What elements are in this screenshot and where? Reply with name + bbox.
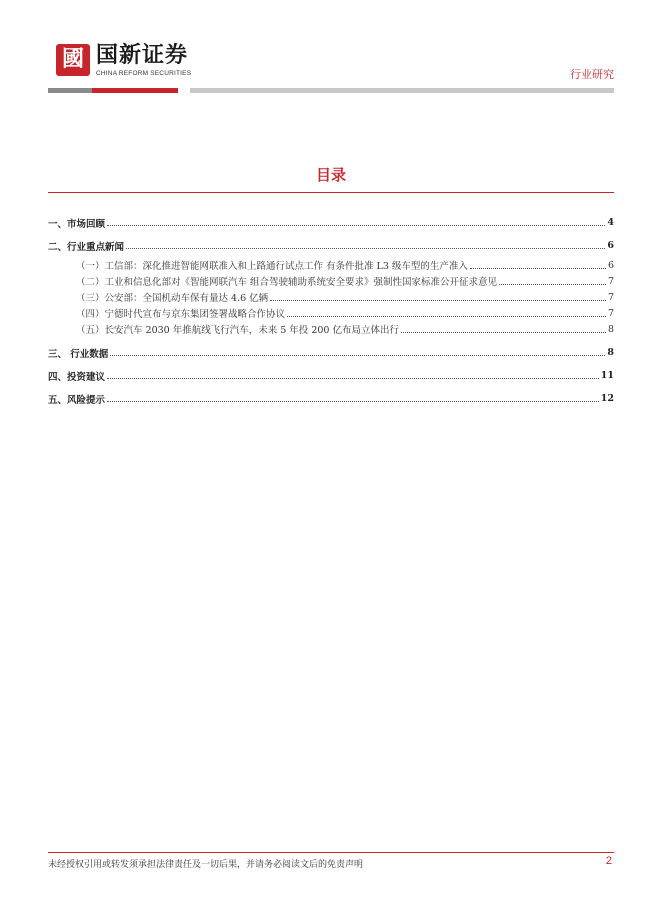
toc-leader-dots — [126, 248, 605, 249]
toc-entry-investment-advice[interactable] — [48, 364, 614, 387]
toc-entry-page: 7 — [607, 275, 614, 287]
logo-mark: 國 — [56, 44, 90, 76]
toc-leader-dots — [107, 401, 599, 402]
toc-entry-page: 7 — [607, 307, 614, 319]
footer-divider — [48, 852, 614, 853]
toc-subentry-3[interactable] — [48, 289, 614, 305]
company-logo — [56, 44, 196, 80]
toc-divider — [48, 192, 614, 193]
logo-english-name: CHINA REFORM SECURITIES — [96, 70, 192, 77]
toc-leader-dots — [270, 300, 606, 301]
toc-entry-industry-data[interactable] — [48, 341, 614, 364]
table-of-contents — [48, 211, 614, 410]
report-category: 行业研究 — [570, 68, 614, 81]
toc-leader-dots — [470, 268, 606, 269]
toc-leader-dots — [499, 284, 606, 285]
toc-subentry-5[interactable] — [48, 321, 614, 337]
logo-chinese-name: 国新证券 — [96, 43, 189, 68]
toc-entry-page: 6 — [607, 240, 614, 251]
toc-entry-text: （四）宁德时代宣布与京东集团签署战略合作协议 — [76, 309, 286, 320]
toc-entry-market-review[interactable] — [48, 211, 614, 234]
toc-entry-text: 三、 行业数据 — [48, 348, 109, 360]
toc-leader-dots — [107, 225, 605, 226]
toc-subentry-4[interactable] — [48, 305, 614, 321]
toc-entry-industry-news[interactable] — [48, 234, 614, 257]
toc-entry-text: （三）公安部：全国机动车保有量达 4.6 亿辆 — [76, 293, 269, 304]
toc-leader-dots — [401, 332, 606, 333]
toc-entry-text: （五）长安汽车 2030 年推航线飞行汽车，未来 5 年投 200 亿布局立体出行 — [76, 325, 399, 336]
toc-leader-dots — [107, 378, 599, 379]
toc-entry-page: 4 — [607, 217, 614, 228]
page-number: 2 — [605, 855, 612, 867]
toc-subentry-1[interactable] — [48, 257, 614, 273]
toc-entry-text: 五、风险提示 — [48, 394, 106, 406]
toc-entry-page: 6 — [607, 259, 614, 271]
toc-leader-dots — [110, 355, 605, 356]
toc-title: 目录 — [315, 166, 346, 184]
toc-entry-page: 7 — [607, 291, 614, 303]
header-rule-gray — [48, 88, 92, 93]
toc-entry-page: 12 — [600, 393, 614, 404]
toc-entry-page: 11 — [600, 370, 614, 381]
toc-entry-text: 二、行业重点新闻 — [48, 241, 125, 253]
toc-leader-dots — [287, 316, 606, 317]
toc-entry-text: （二）工业和信息化部对《智能网联汽车 组合驾驶辅助系统安全要求》强制性国家标准公开征求意见 — [76, 277, 498, 288]
toc-entry-page: 8 — [607, 323, 614, 335]
toc-subentry-2[interactable] — [48, 273, 614, 289]
header-rule-red — [92, 88, 178, 93]
toc-entry-page: 8 — [607, 347, 614, 358]
toc-entry-risk-warning[interactable] — [48, 387, 614, 410]
toc-entry-text: 一、市场回顾 — [48, 218, 106, 230]
header-rule-light — [190, 88, 614, 93]
footer-disclaimer: 未经授权引用或转发须承担法律责任及一切后果，并请务必阅读文后的免责声明 — [48, 860, 364, 870]
toc-entry-text: （一）工信部：深化推进智能网联准入和上路通行试点工作 有条件批准 L3 级车型的生产准入 — [76, 261, 468, 272]
toc-entry-text: 四、投资建议 — [48, 371, 106, 383]
